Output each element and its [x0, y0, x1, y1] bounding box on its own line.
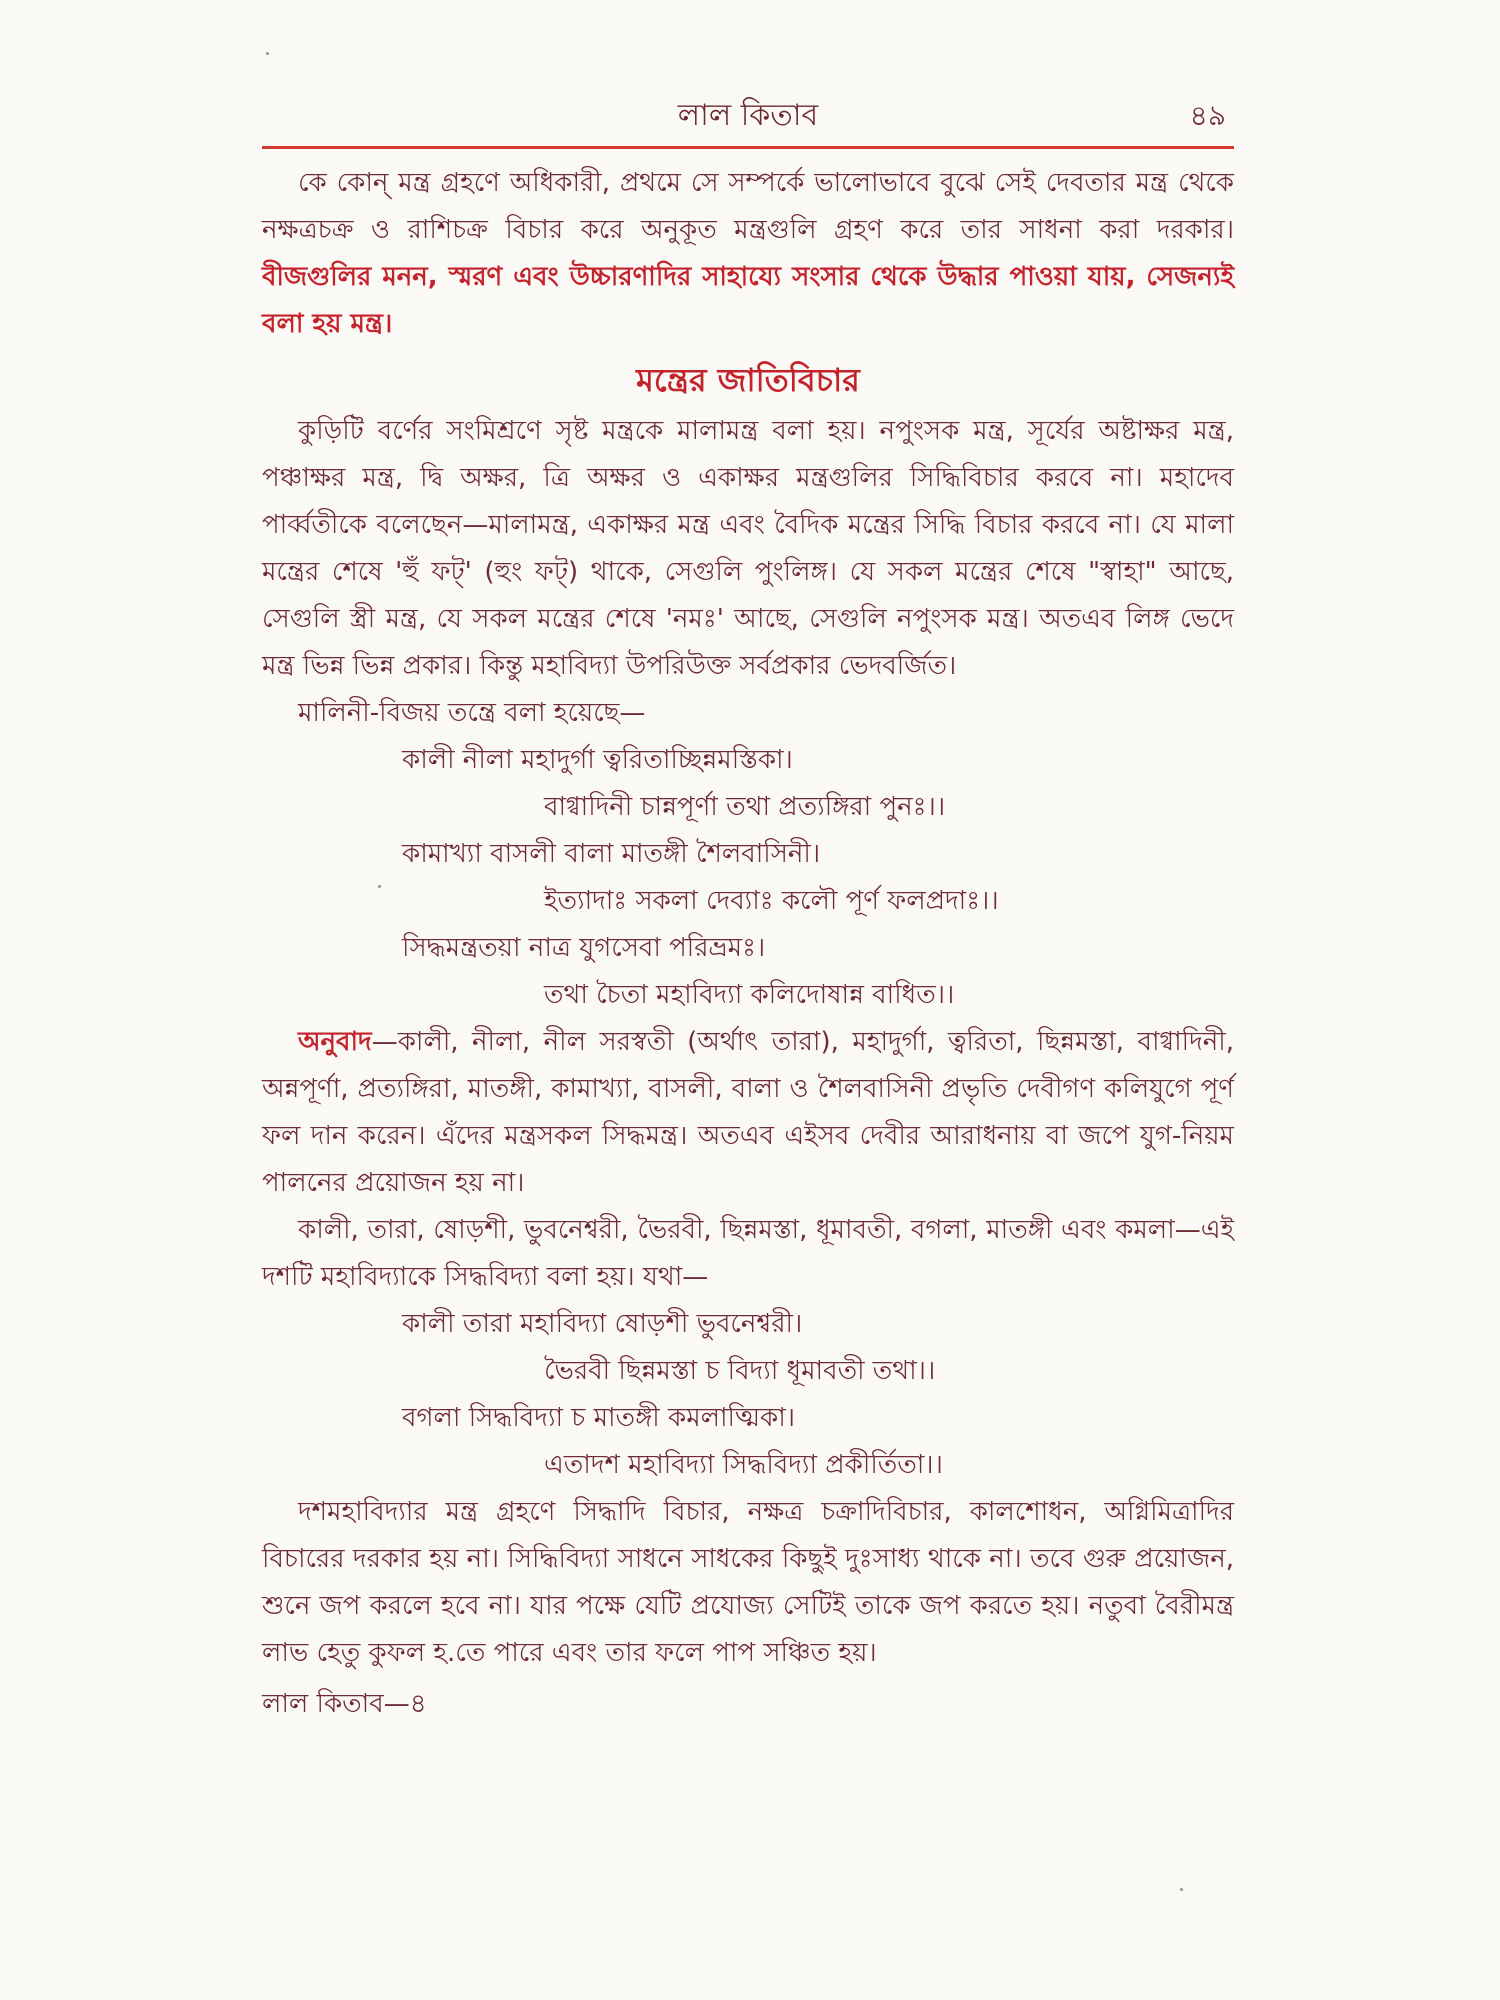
- mahavidya-paragraph: কালী, তারা, ষোড়শী, ভুবনেশ্বরী, ভৈরবী, ছিন্নমস্তা, ধূমাবতী, বগলা, মাতঙ্গী এবং কমলা—এই দশটি মহাবিদ্যাকে সিদ্ধবিদ্যা বলা হয়। যথা—: [262, 1215, 1234, 1292]
- intro-text: কে কোন্ মন্ত্র গ্রহণে অধিকারী, প্রথমে সে সম্পর্কে ভালোভাবে বুঝে সেই দেবতার মন্ত্র থেকে নক্ষত্রচক্র ও রাশিচক্র বিচার করে অনুকূত মন্ত্রগুলি গ্রহণ করে তার সাধনা করা দরকার।: [262, 168, 1234, 245]
- page-body: [262, 160, 1234, 1728]
- verse-line: তথা চৈতা মহাবিদ্যা কলিদোষান্ন বাধিত।।: [544, 980, 955, 1010]
- verse-line: কালী নীলা মহাদুর্গা ত্বরিতাচ্ছিন্নমস্তিকা।: [402, 745, 793, 775]
- translation-text: —কালী, নীলা, নীল সরস্বতী (অর্থাৎ তারা), মহাদুর্গা, ত্বরিতা, ছিন্নমস্তা, বাগ্বাদিনী, অন্নপূর্ণা, প্রত্যঙ্গিরা, মাতঙ্গী, কামাখ্যা, বাসলী, বালা ও শৈলবাসিনী প্রভৃতি দেবীগণ কলিযুগে পূর্ণ ফল দান করেন। এঁদের মন্ত্রসকল সিদ্ধমন্ত্র। অতএব এইসব দেবীর আরাধনায় বা জপে যুগ-নিয়ম পালনের প্রয়োজন হয় না।: [262, 1027, 1234, 1198]
- verse-line: ভৈরবী ছিন্নমস্তা চ বিদ্যা ধূমাবতী তথা।।: [544, 1356, 936, 1386]
- paper-speck: [266, 52, 269, 55]
- paper-speck: [1180, 1888, 1183, 1891]
- verse-line: কামাখ্যা বাসলী বালা মাতঙ্গী শৈলবাসিনী।: [402, 839, 821, 869]
- verse-line: সিদ্ধমন্ত্রতয়া নাত্র যুগসেবা পরিভ্রমঃ।: [402, 933, 766, 963]
- running-title: লাল কিতাব: [677, 98, 819, 133]
- verse-line: কালী তারা মহাবিদ্যা ষোড়শী ভুবনেশ্বরী।: [402, 1309, 803, 1339]
- final-paragraph: দশমহাবিদ্যার মন্ত্র গ্রহণে সিদ্ধাদি বিচার, নক্ষত্র চক্রাদিবিচার, কালশোধন, অগ্নিমিত্রাদির বিচারের দরকার হয় না। সিদ্ধিবিদ্যা সাধনে সাধকের কিছুই দুঃসাধ্য থাকে না। তবে গুরু প্রয়োজন, শুনে জপ করলে হবে না। যার পক্ষে যেটি প্রযোজ্য সেটিই তাকে জপ করতে হয়। নতুবা বৈরীমন্ত্র লাভ হেতু কুফল হ.তে পারে এবং তার ফলে পাপ সঞ্চিত হয়।: [262, 1497, 1234, 1668]
- intro-emphasis: বীজগুলির মনন, স্মরণ এবং উচ্চারণাদির সাহায্যে সংসার থেকে উদ্ধার পাওয়া যায়, সেজন্যই বলা হয় মন্ত্র।: [262, 262, 1234, 339]
- verse-line: বাগ্বাদিনী চান্নপূর্ণা তথা প্রত্যঙ্গিরা পুনঃ।।: [544, 792, 946, 822]
- translation-paragraph: [262, 1019, 1234, 1207]
- classification-paragraph: কুড়িটি বর্ণের সংমিশ্রণে সৃষ্ট মন্ত্রকে মালামন্ত্র বলা হয়। নপুংসক মন্ত্র, সূর্যের অষ্টাক্ষর মন্ত্র, পঞ্চাক্ষর মন্ত্র, দ্বি অক্ষর, ত্রি অক্ষর ও একাক্ষর মন্ত্রগুলির সিদ্ধিবিচার করবে না। মহাদেব পার্ব্বতীকে বলেছেন—মালামন্ত্র, একাক্ষর মন্ত্র এবং বৈদিক মন্ত্রের সিদ্ধি বিচার করবে না। যে মালা মন্ত্রের শেষে 'হুঁ ফট্' (হুং ফট্) থাকে, সেগুলি পুংলিঙ্গ। যে সকল মন্ত্রের শেষে "স্বাহা" আছে, সেগুলি স্ত্রী মন্ত্র, যে সকল মন্ত্রের শেষে 'নমঃ' আছে, সেগুলি নপুংসক মন্ত্র। অতএব লিঙ্গ ভেদে মন্ত্র ভিন্ন ভিন্ন প্রকার। কিন্তু মহাবিদ্যা উপরিউক্ত সর্বপ্রকার ভেদবর্জিত।: [262, 416, 1234, 681]
- section-heading: মন্ত্রের জাতিবিচার: [636, 361, 860, 399]
- verse-line: ইত্যাদাঃ সকলা দেব্যাঃ কলৌ পূর্ণ ফলপ্রদাঃ।।: [544, 886, 999, 916]
- footer-signature: লাল কিতাব—৪: [262, 1689, 427, 1719]
- header-rule: [262, 146, 1234, 149]
- page-header: [262, 96, 1234, 136]
- translation-label: অনুবাদ: [298, 1027, 372, 1057]
- verse-line: এতাদশ মহাবিদ্যা সিদ্ধবিদ্যা প্রকীর্তিতা।।: [544, 1450, 943, 1480]
- malini-intro: মালিনী-বিজয় তন্ত্রে বলা হয়েছে—: [298, 698, 646, 728]
- verse-line: বগলা সিদ্ধবিদ্যা চ মাতঙ্গী কমলাত্মিকা।: [402, 1403, 796, 1433]
- intro-paragraph: [262, 160, 1234, 348]
- verse-block-mahavidya: [262, 1301, 1234, 1489]
- verse-block-devis: [262, 737, 1234, 1019]
- page-number: ৪৯: [1189, 99, 1226, 132]
